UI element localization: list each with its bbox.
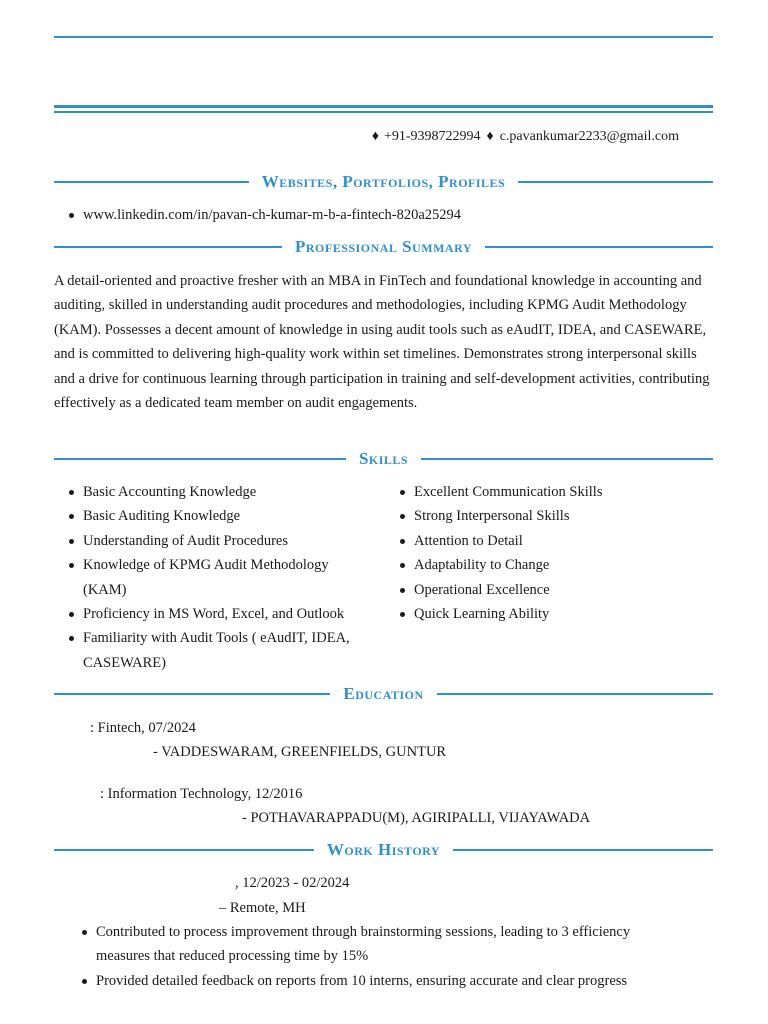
header-double-rule-thin: [54, 111, 713, 113]
skill-item: Understanding of Audit Procedures: [54, 529, 374, 553]
work-dates: , 12/2023 - 02/2024: [235, 875, 350, 891]
section-rule: [54, 693, 330, 695]
header-top-rule: [54, 36, 713, 38]
section-rule: [54, 181, 249, 183]
section-rule: [453, 849, 713, 851]
section-title: Work History: [326, 840, 441, 859]
education-degree: : Information Technology, 12/2016: [100, 786, 303, 802]
phone-number: +91-9398722994: [383, 129, 481, 144]
section-header-summary: [54, 237, 713, 257]
section-rule: [518, 181, 713, 183]
work-bullets: [67, 920, 677, 993]
work-bullet: Contributed to process improvement through brainstorming sessions, leading to 3 efficiency measures that reduced processing time by 15%: [67, 920, 677, 969]
section-rule: [421, 458, 713, 460]
section-header-skills: [54, 449, 713, 469]
contact-line: [372, 128, 679, 146]
education-school: - POTHAVARAPPADU(M), AGIRIPALLI, VIJAYAWADA: [242, 810, 591, 826]
section-header-work: [54, 840, 713, 860]
skill-item: Basic Accounting Knowledge: [54, 480, 374, 504]
section-header-websites: [54, 172, 713, 192]
education-school: - VADDESWARAM, GREENFIELDS, GUNTUR: [153, 744, 447, 760]
skill-item: Strong Interpersonal Skills: [385, 504, 705, 528]
section-rule: [437, 693, 713, 695]
section-rule: [485, 246, 713, 248]
section-rule: [54, 246, 282, 248]
section-title: Websites, Portfolios, Profiles: [261, 172, 506, 191]
skills-list-left: [54, 480, 374, 675]
section-title: Education: [343, 684, 424, 703]
email-address: c.pavankumar2233@gmail.com: [499, 129, 679, 144]
skill-item: Quick Learning Ability: [385, 602, 705, 626]
education-degree: : Fintech, 07/2024: [90, 720, 196, 736]
section-title: Professional Summary: [295, 237, 473, 256]
skill-item: Knowledge of KPMG Audit Methodology (KAM): [54, 553, 374, 602]
section-header-education: [54, 684, 713, 704]
skill-item: Familiarity with Audit Tools ( eAudIT, IDEA, CASEWARE): [54, 626, 374, 675]
skill-item: Attention to Detail: [385, 529, 705, 553]
diamond-icon: ♦: [486, 129, 494, 144]
skill-item: Operational Excellence: [385, 578, 705, 602]
header-double-rule-thick: [54, 105, 713, 108]
summary-paragraph: A detail-oriented and proactive fresher with an MBA in FinTech and foundational knowledge in accounting and auditing, skilled in understanding audit procedures and methodologies, including KPMG Audit Methodology (KAM). Possesses a decent amount of knowledge in using audit tools such as eAudIT, IDEA, and CASEWARE, and is committed to delivering high-quality work within set timelines. Demonstrates strong interpersonal skills and a drive for continuous learning through participation in training and self-development activities, contributing effectively as a dedicated team member on audit engagements.: [54, 273, 710, 412]
section-title: Skills: [358, 449, 409, 468]
website-link[interactable]: www.linkedin.com/in/pavan-ch-kumar-m-b-a-fintech-820a25294: [54, 203, 714, 227]
skill-item: Adaptability to Change: [385, 553, 705, 577]
section-rule: [54, 458, 346, 460]
diamond-icon: ♦: [371, 129, 379, 144]
skills-list-right: [385, 480, 705, 626]
skill-item: Basic Auditing Knowledge: [54, 504, 374, 528]
skill-item: Proficiency in MS Word, Excel, and Outlook: [54, 602, 374, 626]
section-rule: [54, 849, 314, 851]
work-bullet: Provided detailed feedback on reports from 10 interns, ensuring accurate and clear progress: [67, 969, 677, 993]
work-location: – Remote, MH: [219, 900, 306, 916]
skill-item: Excellent Communication Skills: [385, 480, 705, 504]
websites-list: [54, 203, 714, 227]
